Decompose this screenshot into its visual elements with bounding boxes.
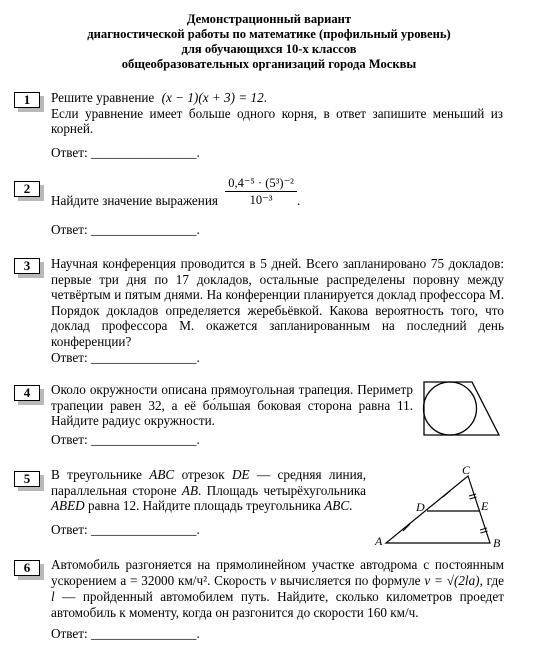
task-5-part-d: . Площадь четырёхугольника xyxy=(198,482,366,498)
task-5-part-a: В треугольнике xyxy=(51,467,150,482)
header-line-2: диагностической работы по математике (профильный уровень) xyxy=(87,27,451,41)
task-6-answer[interactable]: Ответ: ________________. xyxy=(51,626,200,641)
trapezoid-circle-figure xyxy=(418,378,503,440)
task-6-l: l xyxy=(51,589,55,604)
label-e: E xyxy=(481,499,489,513)
task-number-6: 6 xyxy=(14,560,40,576)
task-5-text xyxy=(51,467,366,514)
page-header xyxy=(0,12,538,72)
task-6-formula: v = √(2la) xyxy=(424,573,480,588)
label-c: C xyxy=(462,464,471,477)
task-1-equation: (x − 1)(x + 3) = 12 xyxy=(161,90,264,105)
task-5-ab: AB xyxy=(181,482,199,498)
label-a: A xyxy=(375,534,383,548)
task-number-5: 5 xyxy=(14,471,40,487)
task-6-part-c: вычисляется по формуле xyxy=(276,573,425,588)
task-5-part-f: . xyxy=(349,498,353,513)
header-line-1: Демонстрационный вариант xyxy=(186,12,352,26)
task-5-de: DE xyxy=(232,467,250,482)
task-number-3: 3 xyxy=(14,258,40,274)
task-number-4: 4 xyxy=(14,385,40,401)
task-6-part-b: . Скорость xyxy=(207,573,271,588)
task-3-answer[interactable]: Ответ: ________________. xyxy=(51,350,200,365)
task-6-part-d: , где xyxy=(479,573,505,588)
task-2-text: Найдите значение выражения $\frac{\text{0,4⁻⁵ · (5³)⁻²}}{\text{10⁻³}}$ . xyxy=(51,176,301,208)
task-5-answer[interactable]: Ответ: ________________. xyxy=(51,522,200,537)
task-5-part-e: равна 12. Найдите площадь треугольника xyxy=(84,498,325,513)
task-2-answer[interactable]: Ответ: ________________. xyxy=(51,222,200,237)
task-1-text: Решите уравнение (x − 1)(x + 3) = 12. Если уравнение имеет больше одного корня, в ответ запишите меньший из корней. xyxy=(51,90,503,136)
triangle-figure xyxy=(372,464,504,550)
task-1-intro: Решите уравнение xyxy=(51,90,155,105)
task-2-fraction xyxy=(225,176,297,207)
task-6-part-e: — пройденный автомобилем путь. Найдите, сколько километров проедет автомобиль к моменту, когда он разгонится до скорости 160 км/ч. xyxy=(51,589,504,620)
task-5-abc: ABC xyxy=(149,467,175,482)
task-number-1: 1 xyxy=(14,92,40,108)
task-4-text: Около окружности описана прямоугольная трапеция. Периметр трапеции равен 32, а её бо́льшая боковая сторона равна 11. Найдите радиус окружности. xyxy=(51,382,413,428)
task-1-text2: Если уравнение имеет больше одного корня, в ответ запишите меньший из корней. xyxy=(51,105,503,136)
task-3-text: Научная конференция проводится в 5 дней. Всего запланировано 75 докладов: первые три дня по 17 докладов, остальные распределены поровну между четвёртым и пятым днями. На конференции планируется доклад профессора М. Порядок докладов определяется жеребьёвкой. Какова вероятность того, что доклад профессора М. окажется запланированным на последний день конференции? xyxy=(51,256,504,349)
label-b: B xyxy=(493,536,501,550)
task-5-part-b: отрезок xyxy=(174,467,233,482)
header-line-4: общеобразовательных организаций города Москвы xyxy=(121,57,417,71)
task-5-part-c: — средняя линия, параллельная стороне xyxy=(51,467,367,498)
task-6-text xyxy=(51,557,504,621)
task-2-numerator: 0,4⁻⁵ · (5³)⁻² xyxy=(225,176,297,192)
task-2-denominator: 10⁻³ xyxy=(249,193,273,207)
task-5-abed: ABED xyxy=(51,498,85,513)
task-2-prompt: Найдите значение выражения xyxy=(51,192,218,208)
header-line-3: для обучающихся 10-х классов xyxy=(181,42,357,56)
task-6-v: v xyxy=(270,573,277,588)
task-6-part-a: Автомобиль разгоняется на прямолинейном участке автодрома с постоянным ускорением xyxy=(51,557,504,588)
task-5-abc-2: ABC xyxy=(324,498,350,513)
task-number-2: 2 xyxy=(14,181,40,197)
task-1-answer[interactable]: Ответ: ________________. xyxy=(51,145,200,160)
label-d: D xyxy=(416,500,425,514)
task-6-accel: a = 32000 км/ч² xyxy=(120,573,208,588)
task-4-answer[interactable]: Ответ: ________________. xyxy=(51,432,200,447)
